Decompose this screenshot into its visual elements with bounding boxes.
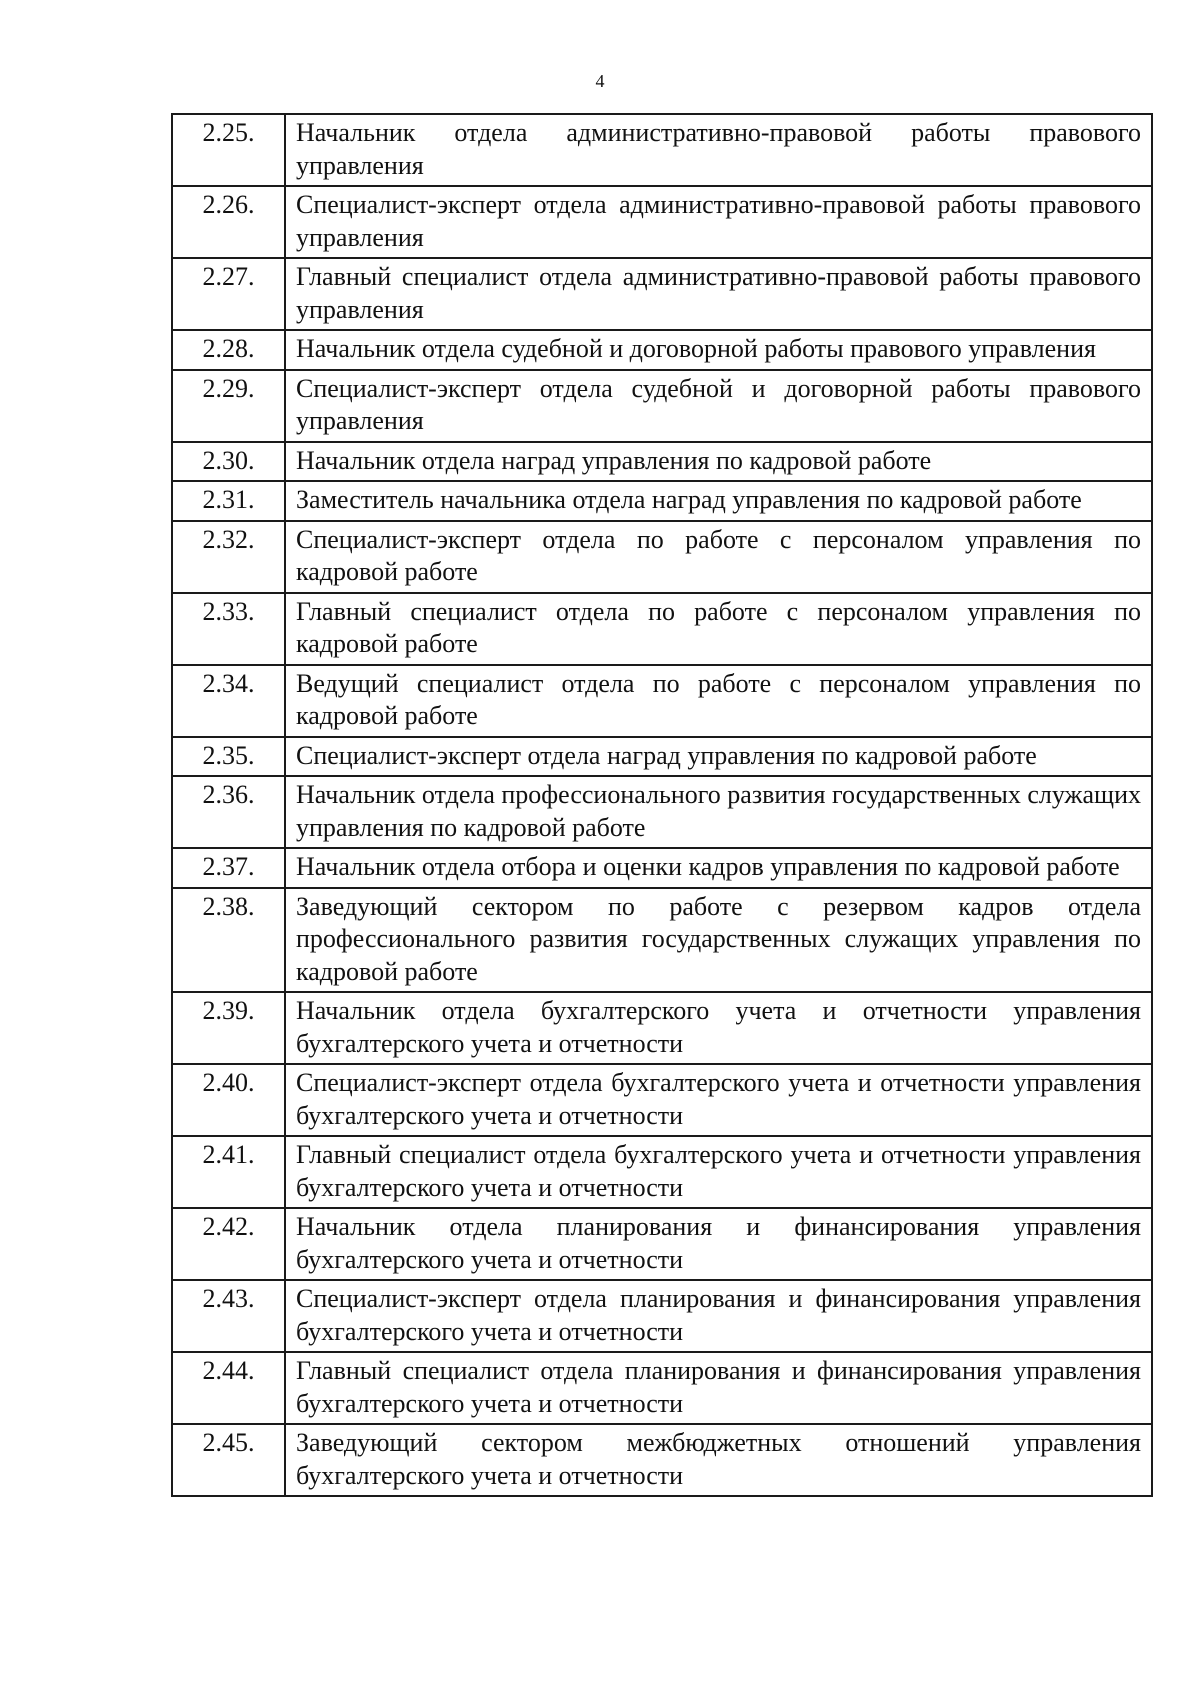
position-title: Специалист-эксперт отдела планирования и финансирования управления бухгалтерского учета и отчетности xyxy=(285,1280,1152,1352)
table-row xyxy=(172,481,1152,521)
table-row xyxy=(172,114,1152,186)
row-number: 2.26. xyxy=(172,186,285,258)
table-row xyxy=(172,186,1152,258)
position-title: Начальник отдела административно-правовой работы правового управления xyxy=(285,114,1152,186)
position-title: Специалист-эксперт отдела по работе с персоналом управления по кадровой работе xyxy=(285,521,1152,593)
position-title: Заведующий сектором межбюджетных отношений управления бухгалтерского учета и отчетности xyxy=(285,1424,1152,1496)
position-title: Начальник отдела профессионального развития государственных служащих управления по кадровой работе xyxy=(285,776,1152,848)
row-number: 2.36. xyxy=(172,776,285,848)
row-number: 2.33. xyxy=(172,593,285,665)
row-number: 2.40. xyxy=(172,1064,285,1136)
row-number: 2.29. xyxy=(172,370,285,442)
row-number: 2.30. xyxy=(172,442,285,482)
row-number: 2.41. xyxy=(172,1136,285,1208)
position-title: Начальник отдела наград управления по кадровой работе xyxy=(285,442,1152,482)
table-row xyxy=(172,992,1152,1064)
table-row xyxy=(172,1136,1152,1208)
row-number: 2.39. xyxy=(172,992,285,1064)
position-title: Начальник отдела планирования и финансирования управления бухгалтерского учета и отчетности xyxy=(285,1208,1152,1280)
positions-table xyxy=(171,113,1153,1497)
row-number: 2.28. xyxy=(172,330,285,370)
table-row xyxy=(172,776,1152,848)
table-row xyxy=(172,258,1152,330)
row-number: 2.31. xyxy=(172,481,285,521)
row-number: 2.27. xyxy=(172,258,285,330)
position-title: Специалист-эксперт отдела бухгалтерского учета и отчетности управления бухгалтерского учета и отчетности xyxy=(285,1064,1152,1136)
table-row xyxy=(172,1280,1152,1352)
position-title: Заведующий сектором по работе с резервом кадров отдела профессионального развития государственных служащих управления по кадровой работе xyxy=(285,888,1152,993)
table-row xyxy=(172,1064,1152,1136)
page-number: 4 xyxy=(595,71,605,91)
table-row xyxy=(172,1208,1152,1280)
table-row xyxy=(172,737,1152,777)
position-title: Главный специалист отдела по работе с персоналом управления по кадровой работе xyxy=(285,593,1152,665)
position-title: Главный специалист отдела планирования и финансирования управления бухгалтерского учета и отчетности xyxy=(285,1352,1152,1424)
table-row xyxy=(172,848,1152,888)
table-row xyxy=(172,1424,1152,1496)
row-number: 2.37. xyxy=(172,848,285,888)
row-number: 2.38. xyxy=(172,888,285,993)
table-row xyxy=(172,593,1152,665)
table-row xyxy=(172,888,1152,993)
row-number: 2.43. xyxy=(172,1280,285,1352)
table-row xyxy=(172,442,1152,482)
position-title: Специалист-эксперт отдела административно-правовой работы правового управления xyxy=(285,186,1152,258)
row-number: 2.34. xyxy=(172,665,285,737)
table-row xyxy=(172,330,1152,370)
position-title: Главный специалист отдела административно-правовой работы правового управления xyxy=(285,258,1152,330)
position-title: Ведущий специалист отдела по работе с персоналом управления по кадровой работе xyxy=(285,665,1152,737)
row-number: 2.32. xyxy=(172,521,285,593)
row-number: 2.35. xyxy=(172,737,285,777)
row-number: 2.42. xyxy=(172,1208,285,1280)
position-title: Начальник отдела отбора и оценки кадров управления по кадровой работе xyxy=(285,848,1152,888)
table-row xyxy=(172,1352,1152,1424)
row-number: 2.25. xyxy=(172,114,285,186)
position-title: Заместитель начальника отдела наград управления по кадровой работе xyxy=(285,481,1152,521)
table-row xyxy=(172,521,1152,593)
row-number: 2.45. xyxy=(172,1424,285,1496)
position-title: Начальник отдела бухгалтерского учета и отчетности управления бухгалтерского учета и отчетности xyxy=(285,992,1152,1064)
row-number: 2.44. xyxy=(172,1352,285,1424)
position-title: Специалист-эксперт отдела судебной и договорной работы правового управления xyxy=(285,370,1152,442)
position-title: Начальник отдела судебной и договорной работы правового управления xyxy=(285,330,1152,370)
table-row xyxy=(172,370,1152,442)
position-title: Специалист-эксперт отдела наград управления по кадровой работе xyxy=(285,737,1152,777)
positions-table-body xyxy=(172,114,1152,1496)
table-row xyxy=(172,665,1152,737)
position-title: Главный специалист отдела бухгалтерского учета и отчетности управления бухгалтерского учета и отчетности xyxy=(285,1136,1152,1208)
